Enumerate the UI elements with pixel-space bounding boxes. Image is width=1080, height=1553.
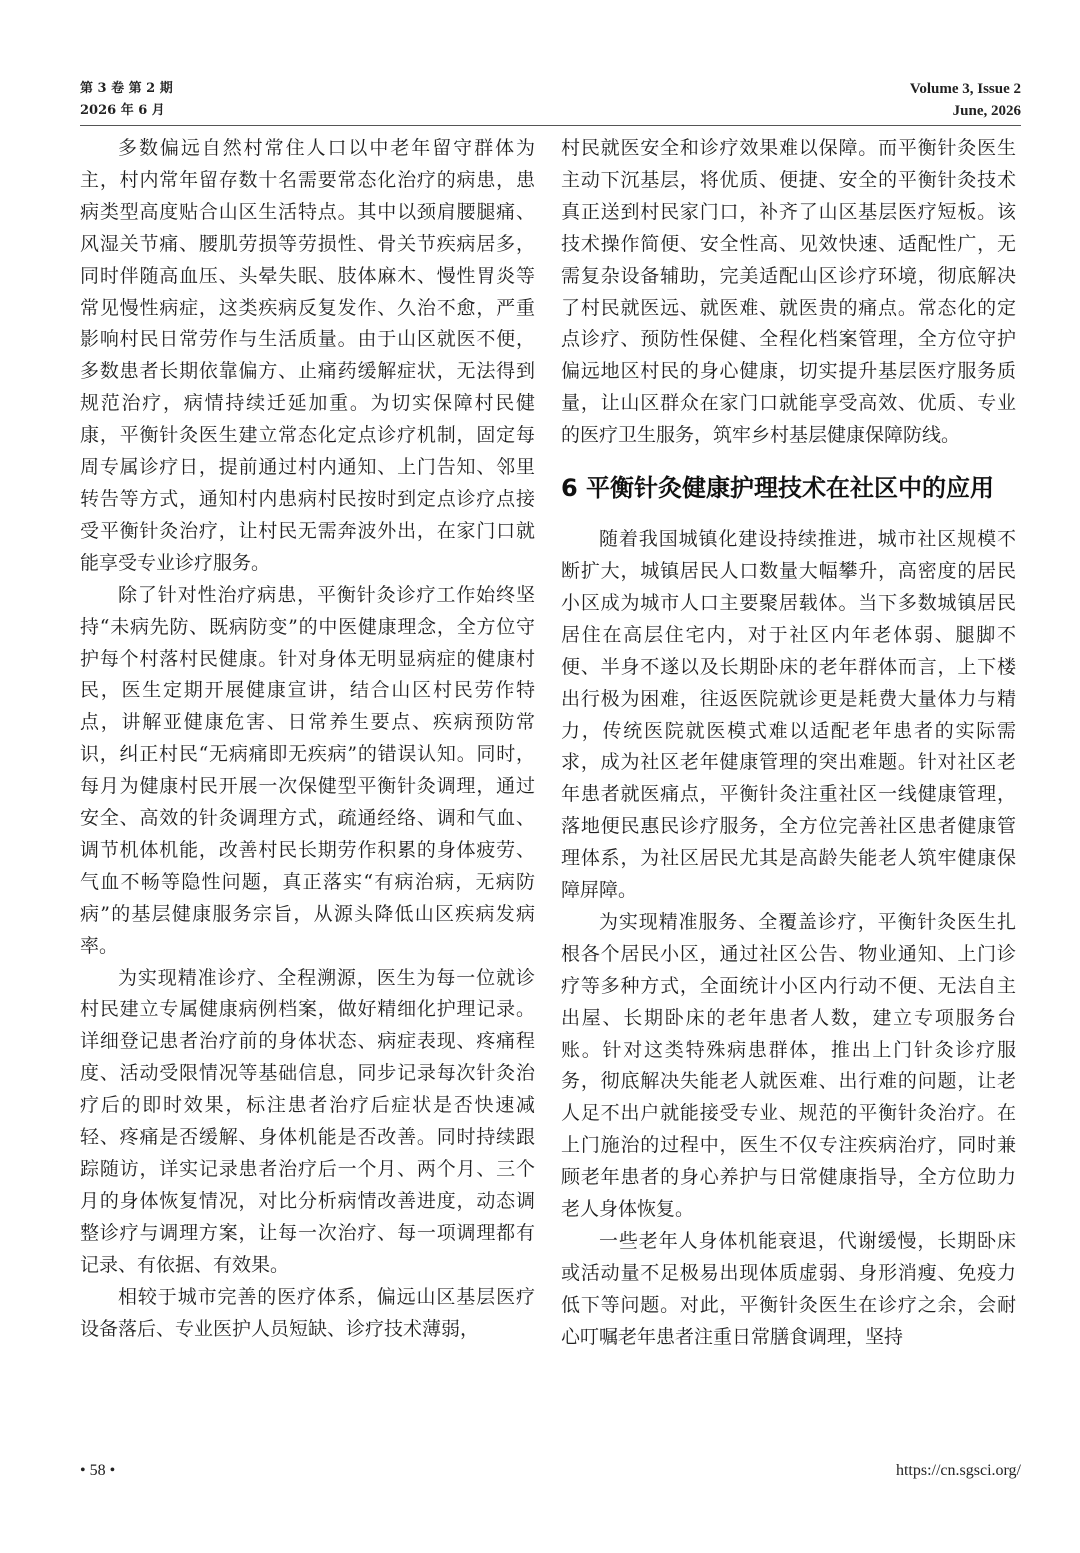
paragraph: 一些老年人身体机能衰退，代谢缓慢，长期卧床或活动量不足极易出现体质虚弱、身形消瘦、免疫力低下等问题。对此，平衡针灸医生在诊疗之余，会耐心叮嘱老年患者注重日常膳食调理，坚持 — [561, 1230, 1016, 1348]
header-divider — [80, 125, 1021, 126]
paragraph: 随着我国城镇化建设持续推进，城市社区规模不断扩大，城镇居民人口数量大幅攀升，高密度的居民小区成为城市人口主要聚居载体。当下多数城镇居民居住在高层住宅内，对于社区内年老体弱、腿脚不便、半身不遂以及长期卧床的老年群体而言，上下楼出行极为困难，往返医院就诊更是耗费大量体力与精力，传统医院就医模式难以适配老年患者的实际需求，成为社区老年健康管理的突出难题。针对社区老年患者就医痛点，平衡针灸注重社区一线健康管理，落地便民惠民诊疗服务，全方位完善社区患者健康管理体系，为社区居民尤其是高龄失能老人筑牢健康保障屏障。 — [561, 528, 1016, 902]
journal-url: https://cn.sgsci.org/ — [895, 1462, 1021, 1479]
volume-issue-cn: 第 3 卷 第 2 期 — [80, 81, 173, 96]
date-cn: 2026 年 6 月 — [80, 103, 165, 118]
paragraph: 多数偏远自然村常住人口以中老年留守群体为主，村内常年留存数十名需要常态化治疗的病患，患病类型高度贴合山区生活特点。其中以颈肩腰腿痛、风湿关节痛、腰肌劳损等劳损性、骨关节疾病居多，同时伴随高血压、头晕失眠、肢体麻木、慢性胃炎等常见慢性病症，这类疾病反复发作、久治不愈，严重影响村民日常劳作与生活质量。由于山区就医不便，多数患者长期依靠偏方、止痛药缓解症状，无法得到规范治疗，病情持续迁延加重。为切实保障村民健康，平衡针灸医生建立常态化定点诊疗机制，固定每周专属诊疗日，提前通过村内通知、上门告知、邻里转告等方式，通知村内患病村民按时到定点诊疗点接受平衡针灸治疗，让村民无需奔波外出，在家门口就能享受专业诊疗服务。 — [80, 137, 535, 574]
paragraph: 为实现精准服务、全覆盖诊疗，平衡针灸医生扎根各个居民小区，通过社区公告、物业通知、上门诊疗等多种方式，全面统计小区内行动不便、无法自主出屋、长期卧床的老年患者人数，建立专项服务台账。针对这类特殊病患群体，推出上门针灸诊疗服务，彻底解决失能老人就医难、出行难的问题，让老人足不出户就能接受专业、规范的平衡针灸治疗。在上门施治的过程中，医生不仅专注疾病治疗，同时兼顾老年患者的身心养护与日常健康指导，全方位助力老人身体恢复。 — [561, 910, 1016, 1221]
left-column — [80, 133, 535, 1345]
date-en: June, 2026 — [952, 103, 1021, 119]
paragraph: 除了针对性治疗病患，平衡针灸诊疗工作始终坚持“未病先防、既病防变”的中医健康理念，全方位守护每个村落村民健康。针对身体无明显病症的健康村民，医生定期开展健康宣讲，结合山区村民劳作特点，讲解亚健康危害、日常养生要点、疾病预防常识，纠正村民“无病痛即无疾病”的错误认知。同时，每月为健康村民开展一次保健型平衡针灸调理，通过安全、高效的针灸调理方式，疏通经络、调和气血、调节机体机能，改善村民长期劳作积累的身体疲劳、气血不畅等隐性问题，真正落实“有病治病，无病防病”的基层健康服务宗旨，从源头降低山区疾病发病率。 — [80, 583, 535, 957]
volume-issue-en: Volume 3, Issue 2 — [909, 81, 1021, 97]
page-number: • 58 • — [80, 1462, 116, 1479]
journal-header-cn — [80, 78, 173, 122]
journal-header-en — [910, 78, 1021, 122]
paragraph-continued: 村民就医安全和诊疗效果难以保障。而平衡针灸医生主动下沉基层，将优质、便捷、安全的平衡针灸技术真正送到村民家门口，补齐了山区基层医疗短板。该技术操作简便、安全性高、见效快速、适配性广，无需复杂设备辅助，完美适配山区诊疗环境，彻底解决了村民就医远、就医难、就医贵的痛点。常态化的定点诊疗、预防性保健、全程化档案管理，全方位守护偏远地区村民的身心健康，切实提升基层医疗服务质量，让山区群众在家门口就能享受高效、优质、专业的医疗卫生服务，筑牢乡村基层健康保障防线。 — [561, 137, 1016, 447]
paragraph: 相较于城市完善的医疗体系，偏远山区基层医疗设备落后、专业医护人员短缺、诊疗技术薄弱， — [80, 1285, 535, 1340]
right-column — [561, 133, 1016, 1354]
paragraph: 为实现精准诊疗、全程溯源，医生为每一位就诊村民建立专属健康病例档案，做好精细化护理记录。详细登记患者治疗前的身体状态、病症表现、疼痛程度、活动受限情况等基础信息，同步记录每次针灸治疗后的即时效果，标注患者治疗后症状是否快速减轻、疼痛是否缓解、身体机能是否改善。同时持续跟踪随访，详实记录患者治疗后一个月、两个月、三个月的身体恢复情况，对比分析病情改善进度，动态调整诊疗与调理方案，让每一次治疗、每一项调理都有记录、有依据、有效果。 — [80, 966, 535, 1276]
section-heading: 6 平衡针灸健康护理技术在社区中的应用 — [561, 474, 995, 503]
